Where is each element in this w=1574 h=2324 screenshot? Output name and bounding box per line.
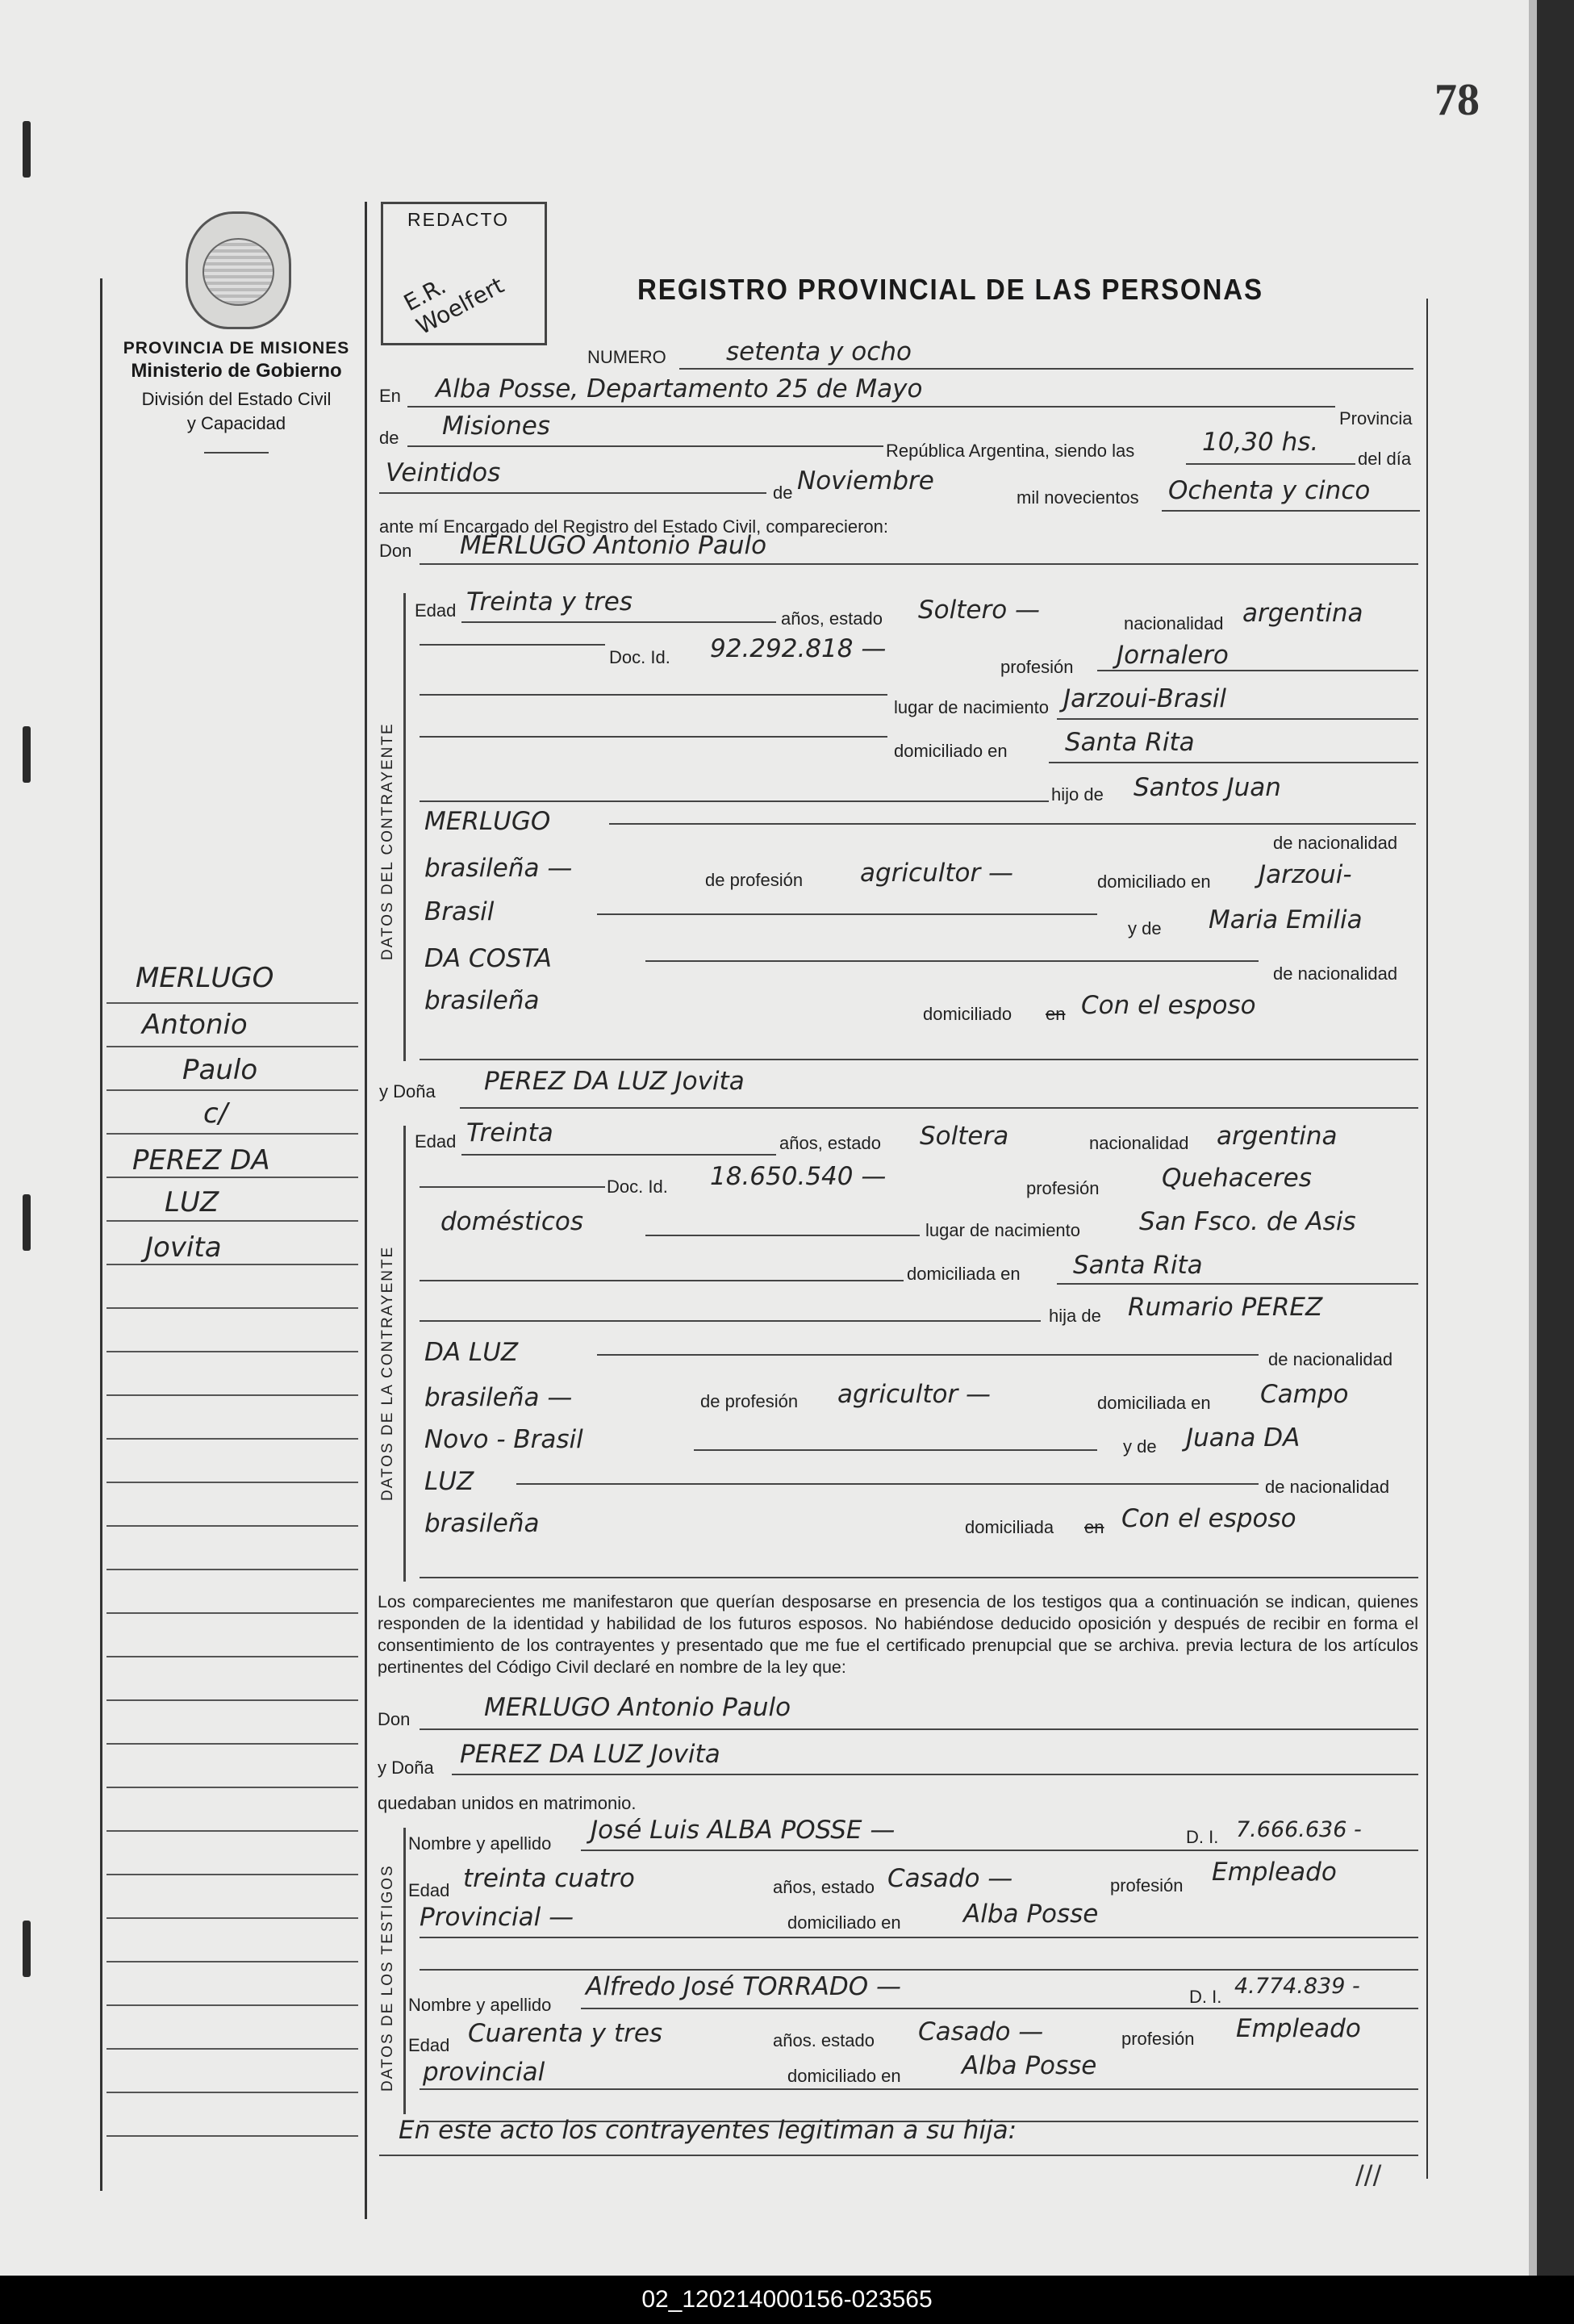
left-border (100, 278, 102, 2191)
de-nacionalidad-label-3: de nacionalidad (1268, 1349, 1393, 1369)
t2-nombre-value: Alfredo José TORRADO — (586, 1972, 901, 2001)
margin-rule (106, 1787, 358, 1788)
fill-line (516, 1483, 1259, 1485)
margin-rule (106, 1961, 358, 1962)
redacto-box (381, 202, 547, 345)
section-label-contrayenta: DATOS DE LA CONTRAYENTE (379, 1245, 396, 1501)
madre-dom-label-2: domiciliada (965, 1517, 1054, 1537)
lugar-nac-label-2: lugar de nacimiento (925, 1220, 1081, 1240)
padre-dom-value-1: Jarzoui- (1259, 860, 1352, 889)
margin-note-line: MERLUGO (136, 962, 274, 994)
margin-rule (106, 1482, 358, 1483)
hija-label: hija de (1049, 1306, 1101, 1326)
t1-edad-value: treinta cuatro (463, 1864, 635, 1893)
margin-note-line: PEREZ DA (132, 1144, 270, 1177)
binder-hole (23, 1194, 31, 1251)
fill-line (694, 1449, 1097, 1451)
fill-line (379, 2155, 1418, 2156)
t2-nombre-label: Nombre y apellido (408, 1995, 552, 2015)
division-label-2: y Capacidad (186, 413, 286, 433)
padre-nac-value: brasileña — (424, 854, 573, 883)
estado-value-2: Soltera (920, 1122, 1009, 1151)
ante-label: ante mí Encargado del Registro del Estado Civil, comparecieron: (379, 516, 888, 537)
fill-line (645, 960, 1259, 962)
margin-rule (106, 1699, 358, 1701)
margin-rule (106, 2004, 358, 2006)
margin-rule (106, 1351, 358, 1352)
right-border (1426, 299, 1428, 2179)
doc-label-2: Doc. Id. (607, 1177, 668, 1197)
edad-label: Edad (415, 600, 457, 621)
madre-dom-struck-2: en (1084, 1517, 1104, 1537)
margin-rule (106, 1830, 358, 1832)
book-spine (1537, 0, 1574, 2276)
madre-nac-value-2: brasileña (424, 1509, 540, 1538)
footer-id: 02_120214000156-023565 (0, 2276, 1574, 2324)
fill-line (420, 1969, 1418, 1971)
column-divider (365, 202, 367, 2219)
fill-line (581, 2008, 1418, 2009)
section-bracket (403, 593, 412, 1061)
t2-profesion-value-2: provincial (423, 2058, 545, 2087)
fill-line (407, 406, 1335, 408)
margin-note-line: LUZ (165, 1186, 219, 1218)
edad-label-2: Edad (415, 1131, 457, 1152)
madre-dom-label: domiciliado (923, 1004, 1012, 1024)
dona-label: y Doña (379, 1081, 436, 1101)
anios-label-2: años, estado (779, 1133, 881, 1153)
padre-dom-value-2a: Campo (1260, 1380, 1349, 1409)
profesion-label: profesión (1000, 657, 1074, 677)
fill-line (420, 1937, 1418, 1938)
de-nacionalidad-label: de nacionalidad (1273, 833, 1398, 853)
page-edge (1529, 0, 1537, 2276)
domicilio-label: domiciliado en (894, 741, 1008, 761)
fill-line (597, 1354, 1259, 1356)
t2-di-label: D. I. (1189, 1987, 1222, 2007)
profesion-label-2: profesión (1026, 1178, 1100, 1198)
dia-value: Veintidos (386, 458, 501, 487)
de-nacionalidad-label-2: de nacionalidad (1273, 963, 1398, 984)
padre-value-2b: DA LUZ (424, 1338, 519, 1367)
fill-line (1057, 718, 1418, 720)
padre-dom-label-2: domiciliada en (1097, 1393, 1211, 1413)
section-bracket (403, 1126, 412, 1582)
margin-rule (106, 1874, 358, 1875)
contrayenta-name: PEREZ DA LUZ Jovita (484, 1067, 745, 1096)
margin-rule (106, 1394, 358, 1396)
ministry-label: Ministerio de Gobierno (131, 360, 342, 382)
province-seal-icon (186, 211, 291, 329)
fill-line (1162, 510, 1420, 512)
t1-di-label: D. I. (1186, 1827, 1219, 1847)
madre-value-2b: LUZ (424, 1467, 474, 1496)
padre-dom-label: domiciliado en (1097, 872, 1211, 892)
fill-line (645, 1235, 920, 1236)
de-mes-label: de (773, 483, 793, 503)
domicilio-value-2: Santa Rita (1073, 1251, 1203, 1280)
madre-value-2: DA COSTA (424, 944, 552, 973)
republica-label: República Argentina, siendo las (886, 441, 1135, 461)
anios-label: años, estado (781, 608, 883, 629)
estado-value: Soltero — (918, 596, 1041, 625)
margin-rule (106, 1089, 358, 1091)
fill-line (420, 1577, 1418, 1578)
margin-rule (106, 1177, 358, 1178)
redacto-label: REDACTO (407, 209, 510, 230)
margin-note-line: c/ (203, 1097, 228, 1130)
mes-value: Noviembre (797, 466, 934, 495)
margin-rule (106, 1917, 358, 1919)
fill-line (1057, 1283, 1418, 1285)
nacionalidad-label-2: nacionalidad (1089, 1133, 1189, 1153)
margin-rule (106, 1656, 358, 1657)
t2-edad-label: Edad (408, 2035, 450, 2055)
fill-line (420, 1186, 605, 1188)
fill-line (420, 1728, 1418, 1730)
edad-value: Treinta y tres (466, 587, 633, 617)
t1-domicilio-label: domiciliado en (787, 1912, 901, 1933)
lugar-nac-label: lugar de nacimiento (894, 697, 1050, 717)
edad-value-2: Treinta (466, 1118, 553, 1147)
t2-domicilio-value: Alba Posse (962, 2051, 1097, 2080)
divider (204, 452, 269, 454)
fill-line (452, 1774, 1418, 1775)
fill-line (420, 800, 1049, 802)
de-profesion-label-2: de profesión (700, 1391, 799, 1411)
section-label-testigos: DATOS DE LOS TESTIGOS (379, 1864, 396, 2092)
madre-value-1: Maria Emilia (1209, 905, 1363, 934)
fill-line (461, 621, 776, 623)
left-header (103, 339, 369, 454)
y-de-label-2: y de (1123, 1436, 1157, 1457)
margin-rule (106, 1525, 358, 1527)
t2-anios-label: años. estado (773, 2030, 875, 2050)
declaration-paragraph: Los comparecientes me manifestaron que querían desposarse en presencia de los testigos qua a continuación se indican, quienes responden de la identidad y habilidad de los futuros esposos. No habiéndose deducido oposición y después de recibir en forma el consentimiento de los contrayentes y presentado que me fue el certificado prenupcial que se archiva. previa lectura de los artículos pertinentes del Código Civil declaré en nombre de la ley que: (378, 1592, 1418, 1677)
fill-line (1097, 670, 1418, 671)
madre-dom-value-2: Con el esposo (1121, 1504, 1296, 1533)
madre-nac-value: brasileña (424, 986, 540, 1015)
fill-line (609, 823, 1416, 825)
madre-value-2a: Juana DA (1186, 1423, 1301, 1452)
margin-rule (106, 1307, 358, 1309)
margin-rule (106, 1133, 358, 1135)
padre-value-1: Santos Juan (1134, 773, 1281, 802)
hora-value: 10,30 hs. (1202, 428, 1319, 457)
margin-rule (106, 2135, 358, 2137)
t1-anios-label: años, estado (773, 1877, 875, 1897)
fill-line (420, 736, 887, 738)
t2-di-value: 4.774.839 - (1234, 1974, 1360, 1999)
profesion-value-2b: domésticos (440, 1207, 583, 1236)
provincia-value: Misiones (442, 412, 550, 441)
fill-line (420, 2088, 1418, 2090)
hijo-label: hijo de (1051, 784, 1104, 805)
binder-hole (23, 1921, 31, 1977)
page-number: 78 (1434, 75, 1480, 125)
domicilio-value: Santa Rita (1065, 728, 1195, 757)
doc-label: Doc. Id. (609, 647, 670, 667)
numero-label: NUMERO (587, 347, 666, 367)
margin-rule (106, 1046, 358, 1047)
fill-line (420, 1320, 1041, 1322)
t2-profesion-value-1: Empleado (1236, 2014, 1361, 2043)
de-profesion-label: de profesión (705, 870, 804, 890)
doc-value-2: 18.650.540 — (710, 1162, 887, 1191)
padre-value-2: MERLUGO (424, 807, 551, 836)
padre-dom-value-2b: Novo - Brasil (424, 1425, 583, 1454)
final-note: En este acto los contrayentes legitiman a su hija: (399, 2116, 1017, 2145)
margin-rule (106, 1264, 358, 1265)
t1-nombre-value: José Luis ALBA POSSE — (591, 1816, 896, 1845)
del-dia-label: del día (1358, 449, 1412, 469)
margin-rule (106, 2092, 358, 2093)
decl-dona-label: y Doña (378, 1758, 434, 1778)
fill-line (420, 1059, 1418, 1060)
domicilio-label-2: domiciliada en (907, 1264, 1021, 1284)
t1-edad-label: Edad (408, 1880, 450, 1900)
madre-dom-struck: en (1046, 1004, 1066, 1024)
don-label: Don (379, 541, 412, 561)
margin-rule (106, 1438, 358, 1440)
t2-domicilio-label: domiciliado en (787, 2066, 901, 2086)
t1-estado-value: Casado — (887, 1864, 1013, 1893)
en-label: En (379, 386, 401, 406)
margin-rule (106, 1220, 358, 1222)
margin-rule (106, 1612, 358, 1614)
binder-hole (23, 726, 31, 783)
y-de-label: y de (1128, 918, 1162, 938)
fill-line (379, 492, 766, 494)
section-label-contrayente: DATOS DEL CONTRAYENTE (379, 722, 396, 960)
t1-domicilio-value: Alba Posse (963, 1900, 1099, 1929)
decl-dona-value: PEREZ DA LUZ Jovita (460, 1740, 720, 1769)
fill-line (460, 1107, 1418, 1109)
fill-line (1049, 762, 1418, 763)
contrayente-name: MERLUGO Antonio Paulo (460, 531, 767, 560)
margin-note-line: Antonio (142, 1009, 248, 1041)
anio-value: Ochenta y cinco (1168, 476, 1371, 505)
margin-note-line: Jovita (145, 1231, 222, 1264)
t1-profesion-label: profesión (1110, 1875, 1184, 1896)
fill-line (597, 913, 1097, 915)
nacionalidad-value-2: argentina (1217, 1122, 1338, 1151)
section-bracket (403, 1828, 412, 2114)
de-label: de (379, 428, 399, 448)
provincia-label: Provincia (1339, 408, 1413, 428)
fill-line (420, 694, 887, 696)
madre-dom-value: Con el esposo (1081, 991, 1256, 1020)
lugar-value: Alba Posse, Departamento 25 de Mayo (436, 374, 923, 403)
division-label: División del Estado Civil (141, 389, 332, 409)
lugar-nac-value-2: San Fsco. de Asis (1139, 1207, 1356, 1236)
redacto-note: E.R. Woelfert (399, 271, 508, 341)
margin-note-line: Paulo (182, 1054, 258, 1086)
padre-prof-value-2: agricultor — (837, 1380, 992, 1409)
decl-don-value: MERLUGO Antonio Paulo (484, 1693, 791, 1722)
fill-line (420, 1280, 904, 1281)
nacionalidad-label: nacionalidad (1124, 613, 1224, 633)
fill-line (581, 1850, 1418, 1851)
padre-value-2a: Rumario PEREZ (1128, 1293, 1323, 1322)
doc-value: 92.292.818 — (710, 634, 887, 663)
nacionalidad-value: argentina (1242, 599, 1363, 628)
profesion-value: Jornalero (1117, 641, 1229, 670)
t2-estado-value: Casado — (918, 2017, 1044, 2046)
quedaban-label: quedaban unidos en matrimonio. (378, 1793, 637, 1813)
lugar-nac-value: Jarzoui-Brasil (1063, 684, 1226, 713)
fill-line (420, 563, 1418, 565)
padre-prof-value: agricultor — (860, 859, 1014, 888)
fill-line (461, 1154, 776, 1156)
t1-nombre-label: Nombre y apellido (408, 1833, 552, 1854)
profesion-value-2a: Quehaceres (1162, 1164, 1312, 1193)
margin-rule (106, 1569, 358, 1570)
t1-profesion-value-2: Provincial — (420, 1903, 574, 1932)
t1-di-value: 7.666.636 - (1236, 1817, 1362, 1842)
t2-edad-value: Cuarenta y tres (468, 2019, 663, 2048)
fill-line (420, 644, 605, 646)
closing-mark: /// (1355, 2159, 1382, 2190)
de-nacionalidad-label-4: de nacionalidad (1265, 1477, 1390, 1497)
padre-nac-value-2: brasileña — (424, 1383, 573, 1412)
margin-rule (106, 1002, 358, 1004)
padre-dom-value-2: Brasil (424, 897, 495, 926)
province-label: PROVINCIA DE MISIONES (123, 339, 350, 357)
binder-hole (23, 121, 31, 178)
fill-line (679, 368, 1413, 370)
fill-line (1186, 463, 1355, 465)
decl-don-label: Don (378, 1709, 411, 1729)
mil-label: mil novecientos (1017, 487, 1139, 508)
margin-rule (106, 1743, 358, 1745)
margin-rule (106, 2048, 358, 2050)
t2-profesion-label: profesión (1121, 2029, 1195, 2049)
numero-value: setenta y ocho (726, 337, 912, 366)
document-title: REGISTRO PROVINCIAL DE LAS PERSONAS (637, 273, 1263, 306)
t1-profesion-value-1: Empleado (1212, 1858, 1337, 1887)
fill-line (407, 445, 883, 447)
